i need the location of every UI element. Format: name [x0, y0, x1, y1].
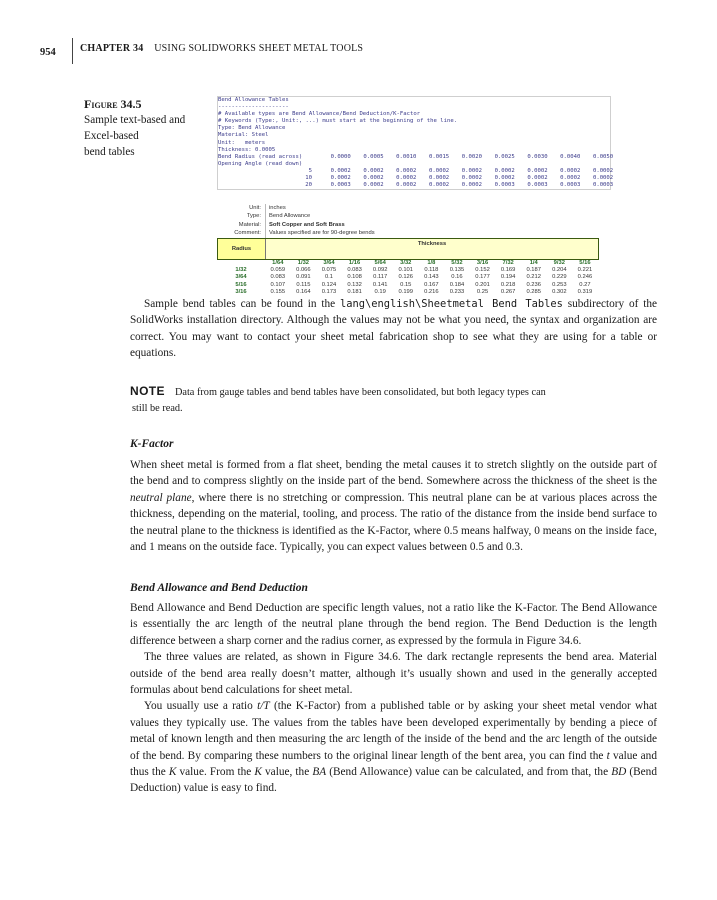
text-table-line: Type: Bend Allowance [218, 125, 286, 132]
note-label: NOTE [130, 384, 165, 398]
excel-cell: 0.246 [577, 274, 593, 281]
excel-cell: 0.184 [449, 281, 465, 288]
excel-cell: 0.319 [577, 289, 593, 296]
excel-cell: 0.075 [321, 267, 337, 273]
thickness-column-header: 1/16 [348, 260, 361, 266]
page-number: 954 [40, 46, 56, 58]
text-table-cell: 0.0000 [330, 154, 351, 160]
text-table-cell: 0.0003 [494, 182, 515, 189]
text-table-cell: 0.0002 [461, 175, 482, 182]
excel-cell: 0.302 [552, 289, 567, 296]
text-table-cell: 0.0002 [527, 168, 548, 175]
excel-cell: 0.25 [476, 289, 489, 296]
excel-meta-value: Soft Copper and Soft Brass [269, 221, 345, 228]
excel-cell: 0.083 [347, 267, 362, 273]
excel-cell: 0.126 [398, 274, 414, 281]
note-block [130, 383, 657, 417]
thickness-column-header: 5/32 [451, 260, 463, 266]
excel-cell: 0.27 [579, 281, 591, 288]
text-table-cell: 0.0003 [592, 182, 614, 189]
excel-meta-key: Unit: [217, 204, 266, 212]
note-text-continued: still be read. [132, 403, 183, 414]
excel-cell: 0.218 [500, 281, 516, 288]
kfactor-paragraph [130, 457, 657, 555]
caption-line: Excel-based [84, 130, 139, 142]
excel-cell: 0.083 [270, 274, 286, 281]
excel-cell: 0.19 [374, 289, 386, 296]
excel-cell: 0.135 [449, 267, 465, 273]
para-text: , where there is no stretching or compression. This neutral plane can be at various places across the thickness, depending on the material, tooling, and process. The ratio of the distance from the inside bend surface to the neutral plane to the thickness is identified as the K-Factor, where 0.5 means halfway, 0 means on the inside face, and 1 means on the outside face. Typically, you can expect values between 0.5 and 0.3. [130, 491, 657, 554]
text-table-cell: 0.0002 [428, 175, 450, 182]
thickness-column-header: 1/4 [529, 260, 538, 266]
text-table-cell: 0.0002 [560, 168, 581, 175]
thickness-column-header: 5/16 [579, 260, 591, 266]
excel-meta-value: Bend Allowance [269, 213, 311, 220]
excel-cell: 0.167 [424, 281, 439, 288]
radius-row-header: 3/16 [235, 289, 247, 296]
excel-meta-row [217, 221, 609, 229]
radius-row-header: 5/16 [235, 281, 247, 288]
excel-cell: 0.124 [321, 281, 337, 288]
excel-cell: 0.177 [475, 274, 490, 281]
thickness-column-header: 3/32 [400, 260, 412, 266]
text-table-cell: 0.0003 [527, 182, 548, 189]
bend-section [130, 600, 657, 797]
text-table-line: Bend Allowance Tables [218, 97, 289, 103]
excel-cell: 0.233 [449, 289, 465, 296]
bend-heading: Bend Allowance and Bend Deduction [130, 582, 308, 594]
figure-label: Figure 34.5 [84, 97, 142, 111]
radius-row-header: 3/64 [235, 274, 247, 281]
running-header [40, 43, 72, 61]
text-table-cell: 0.0040 [560, 154, 581, 160]
text-table-cell: 0.0002 [527, 175, 548, 182]
excel-cell: 0.173 [321, 289, 337, 296]
excel-cell: 0.141 [372, 281, 388, 288]
thickness-column-header: 5/64 [374, 260, 386, 266]
excel-header-band [217, 238, 599, 260]
text-table-cell: 0.0002 [396, 175, 417, 182]
excel-cell: 0.16 [451, 274, 463, 281]
angle-label: 20 [305, 182, 312, 189]
thickness-column-header: 1/32 [297, 260, 310, 266]
figure-caption [84, 96, 204, 160]
text-table-cell: 0.0002 [560, 175, 581, 182]
text-table-row [218, 175, 613, 182]
excel-cell: 0.267 [500, 289, 516, 296]
excel-cell: 0.092 [372, 267, 388, 273]
text-table-cell: 0.0050 [592, 154, 614, 160]
excel-cell: 0.187 [526, 267, 541, 273]
para-text: When sheet metal is formed from a flat sheet, bending the metal causes it to stretch slightly on the outside part of the bend and to compress slightly on the inside part of the bend. Somewhere across the thickness of the sheet is the [130, 459, 657, 488]
excel-cell: 0.212 [526, 274, 541, 281]
thickness-column-header: 9/32 [553, 260, 565, 266]
text-table-cell: 0.0003 [560, 182, 581, 189]
text-table-cell: 0.0010 [396, 154, 417, 160]
excel-meta-key: Comment: [217, 229, 266, 237]
text-table-cell: 0.0030 [527, 154, 548, 160]
excel-cell: 0.091 [296, 274, 311, 281]
excel-row [217, 267, 598, 274]
excel-cell: 0.132 [347, 281, 362, 288]
excel-cell: 0.236 [526, 281, 541, 288]
text-table-cell: 0.0002 [428, 168, 450, 175]
excel-cell: 0.199 [398, 289, 414, 296]
excel-meta-key: Material: [217, 221, 266, 229]
text-table-line: # Keywords (Type:, Unit:, ...) must start at the beginning of the line. [218, 118, 458, 125]
text-table-row [218, 168, 613, 175]
chapter-title: USING SOLIDWORKS SHEET METAL TOOLS [154, 43, 364, 54]
header-divider [72, 38, 73, 64]
bend-paragraph-1: Bend Allowance and Bend Deduction are specific length values, not a ratio like the K-Factor. The Bend Allowance is essentially the arc length of the neutral plane through the bend region. The Bend Deduction is the length difference between a sharp corner and the radius corner, as expressed by the formula in Figure 34.6. [130, 602, 657, 647]
angle-label: 5 [308, 168, 312, 175]
radius-row-header: 1/32 [235, 267, 247, 273]
excel-meta-value: inches [269, 205, 286, 211]
excel-meta-row [217, 204, 609, 212]
text-table-cell: 0.0002 [396, 168, 417, 175]
para-text: subdirectory of the SolidWorks installation directory. Although the values may not be what you need, the syntax and organization are correct. You may want to contact your sheet metal fabrication shop to see what they are using for a table or equations. [130, 298, 657, 360]
text-table-cell: 0.0002 [363, 175, 384, 182]
excel-meta-value: Values specified are for 90-degree bends [269, 230, 375, 237]
text-table-cell: 0.0002 [592, 175, 614, 182]
text-table-cell: 0.0025 [494, 154, 515, 160]
excel-meta-row [217, 229, 609, 237]
excel-cell: 0.204 [552, 267, 567, 273]
radius-header: Radius [218, 239, 266, 259]
text-table-cell: 0.0002 [363, 182, 384, 189]
bend-paragraph-2: The three values are related, as shown in Figure 34.6. The dark rectangle represents the bend area. Material outside of the bend area really doesn’t matter, although it’s usually shown and used in the generally accepted formulas about bend calculations for sheet metal. [130, 651, 657, 697]
excel-cell: 0.143 [424, 274, 439, 281]
excel-cell: 0.101 [398, 267, 414, 273]
excel-cell: 0.117 [373, 274, 388, 281]
chapter-header [80, 43, 363, 54]
excel-cell: 0.15 [400, 281, 412, 288]
thickness-column-header: 7/32 [502, 260, 514, 266]
text-table-cell: 0.0020 [461, 154, 482, 160]
text-bend-table-figure [217, 96, 614, 190]
text-table-line: --------------------- [218, 104, 289, 111]
excel-cell: 0.155 [270, 289, 286, 296]
chapter-label: CHAPTER 34 [80, 43, 144, 54]
directory-path: lang\english\Sheetmetal Bend Tables [339, 298, 563, 310]
excel-cell: 0.194 [500, 274, 516, 281]
excel-cell: 0.108 [347, 274, 362, 281]
excel-cell: 0.118 [424, 267, 439, 273]
excel-cell: 0.221 [577, 267, 593, 273]
text-table-row [218, 161, 613, 168]
excel-cell: 0.115 [296, 281, 311, 288]
excel-cell: 0.201 [475, 281, 490, 288]
text-table-line: Material: Steel [218, 132, 269, 139]
text-table-cell: 0.0002 [428, 182, 450, 189]
caption-line: Sample text-based and [84, 114, 186, 126]
thickness-column-header: 1/8 [427, 260, 436, 266]
text-table-line: Thickness: 0.0005 [218, 146, 276, 153]
intro-paragraph [130, 296, 657, 362]
excel-cell: 0.152 [475, 267, 490, 273]
text-table-cell: 0.0005 [363, 154, 384, 160]
excel-meta-row [217, 212, 609, 220]
text-table-cell: 0.0002 [494, 168, 515, 175]
angle-label: 10 [305, 175, 312, 182]
text-table-line: # Available types are Bend Allowance/Bend Deduction/K-Factor [218, 111, 421, 118]
note-text: Data from gauge tables and bend tables have been consolidated, but both legacy types can [174, 387, 546, 398]
kfactor-heading: K-Factor [130, 438, 174, 450]
text-table-cell: 0.0003 [330, 182, 351, 189]
excel-rows [217, 267, 598, 297]
text-table-cell: 0.0002 [363, 168, 384, 175]
thickness-header: Thickness [417, 241, 447, 247]
excel-cell: 0.169 [500, 267, 516, 273]
excel-cell: 0.059 [270, 267, 286, 273]
excel-cell: 0.1 [324, 274, 334, 281]
caption-line: bend tables [84, 146, 135, 158]
thickness-column-header: 3/16 [476, 260, 489, 266]
excel-cell: 0.253 [552, 281, 567, 288]
text-table-cell: 0.0002 [396, 182, 417, 189]
text-table-cell: 0.0002 [330, 175, 351, 182]
text-table-line: Unit: meters [218, 139, 266, 146]
text-table-row-label: Opening Angle (read down) [218, 161, 303, 168]
text-table-cell: 0.0002 [494, 175, 515, 182]
thickness-columns [217, 260, 598, 266]
excel-meta-key: Type: [217, 212, 266, 220]
excel-meta [217, 204, 609, 238]
text-table-cell: 0.0002 [461, 168, 482, 175]
bend-paragraph-3: You usually use a ratio t/T (the K-Factor) from a published table or by asking your sheet metal vendor what values they typically use. The values from the tables have been developed experimentally by bending a piece of metal of known length and then measuring the arc length of the inside of the bend and the arc length of the outside of the bend. By comparing these numbers to the original linear length of the bent area, you can find the t value and thus the K value. From the K value, the BA (Bend Allowance) value can be calculated, and from that, the BD (Bend Deduction) value is easy to find. [130, 700, 658, 795]
text-table-cell: 0.0002 [592, 168, 614, 175]
thickness-column-header: 1/64 [272, 260, 284, 266]
neutral-plane-term: neutral plane [130, 491, 192, 504]
excel-cell: 0.229 [552, 274, 567, 281]
text-table-cell: 0.0002 [330, 168, 351, 175]
text-table-row-label: Bend Radius (read across) [218, 154, 303, 160]
text-table-cell: 0.0002 [461, 182, 482, 189]
excel-cell: 0.107 [270, 281, 286, 288]
excel-row [217, 282, 598, 289]
thickness-column-header: 3/64 [323, 260, 335, 266]
text-table-cell: 0.0015 [428, 154, 450, 160]
text-table-row [218, 182, 613, 189]
excel-cell: 0.285 [526, 289, 541, 296]
excel-row [217, 274, 598, 281]
para-text: Sample bend tables can be found in the [144, 298, 340, 310]
excel-cell: 0.181 [347, 289, 362, 296]
excel-cell: 0.216 [424, 289, 439, 296]
excel-bend-table-figure [217, 204, 609, 296]
excel-cell: 0.066 [296, 267, 311, 273]
text-table-row [218, 154, 613, 161]
text-table-grid [218, 154, 613, 189]
excel-cell: 0.164 [296, 289, 311, 296]
